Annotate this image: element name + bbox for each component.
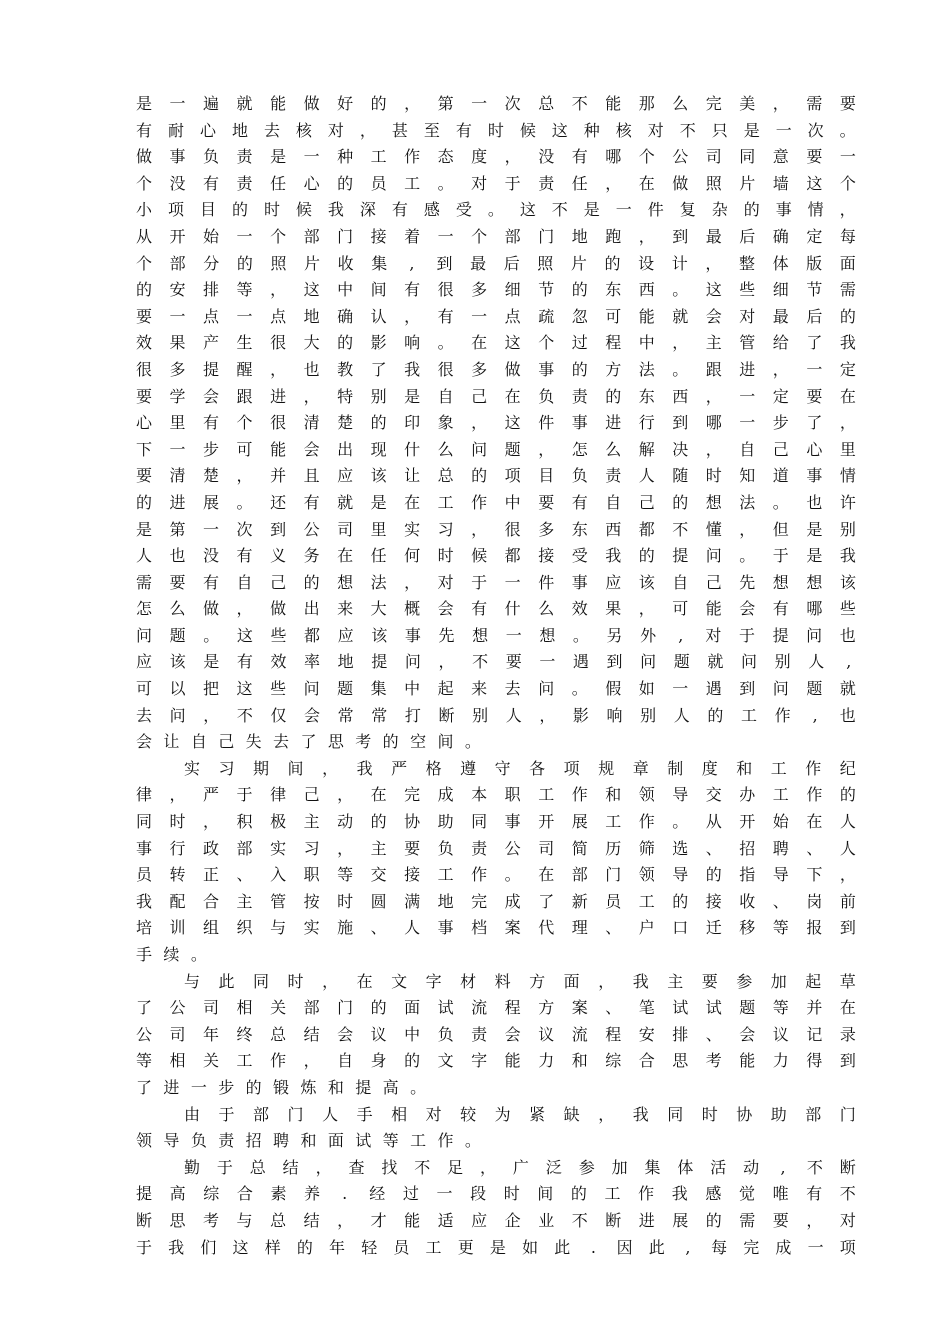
text-line: 应 该 是 有 效 率 地 提 问 ， 不 要 一 遇 到 问 题 就 问 别 人 , xyxy=(136,652,852,672)
text-line: 个 没 有 责 任 心 的 员 工 。 对 于 责 任 ， 在 做 照 片 墙 这 个 xyxy=(136,173,856,193)
text-line: 怎 么 做 ， 做 出 来 大 概 会 有 什 么 效 果 ， 可 能 会 有 哪 些 xyxy=(136,599,856,619)
text-line: 了 公 司 相 关 部 门 的 面 试 流 程 方 案 、 笔 试 试 题 等 并 在 xyxy=(136,998,856,1018)
text-line: 员 转 正 、 入 职 等 交 接 工 作 。 在 部 门 领 导 的 指 导 下 ， xyxy=(136,865,856,885)
text-line: 了 进 一 步 的 锻 炼 和 提 高 。 xyxy=(136,1077,427,1097)
text-line: 人 也 没 有 义 务 在 任 何 时 候 都 接 受 我 的 提 问 。 于 是 我 xyxy=(136,546,856,566)
text-line: 下 一 步 可 能 会 出 现 什 么 问 题 ， 怎 么 解 决 ， 自 己 心 里 xyxy=(136,439,856,459)
text-line: 是 第 一 次 到 公 司 里 实 习 ， 很 多 东 西 都 不 懂 ， 但 是 别 xyxy=(136,519,856,539)
text-line: 的 安 排 等 ， 这 中 间 有 很 多 细 节 的 东 西 。 这 些 细 节 需 xyxy=(136,280,856,300)
text-line: 律 ， 严 于 律 己 ， 在 完 成 本 职 工 作 和 领 导 交 办 工 作 的 xyxy=(136,785,856,805)
text-line: 领 导 负 责 招 聘 和 面 试 等 工 作 。 xyxy=(136,1131,481,1151)
text-line: 的 进 展 。 还 有 就 是 在 工 作 中 要 有 自 己 的 想 法 。 也 许 xyxy=(136,492,856,512)
text-line: 事 行 政 部 实 习 ， 主 要 负 责 公 司 简 历 筛 选 、 招 聘 、 人 xyxy=(136,838,856,858)
text-line: 我 配 合 主 管 按 时 圆 满 地 完 成 了 新 员 工 的 接 收 、 岗 前 xyxy=(136,891,856,911)
text-line: 手 续 。 xyxy=(136,945,207,964)
text-line: 由 于 部 门 人 手 相 对 较 为 紧 缺 ， 我 同 时 协 助 部 门 xyxy=(184,1104,856,1124)
text-line: 等 相 关 工 作 ， 自 身 的 文 字 能 力 和 综 合 思 考 能 力 得 到 xyxy=(136,1051,856,1071)
text-line: 勤 于 总 结 ， 查 找 不 足 ， 广 泛 参 加 集 体 活 动 , 不 断 xyxy=(184,1157,856,1177)
text-line: 要 学 会 跟 进 ， 特 别 是 自 己 在 负 责 的 东 西 ， 一 定 要 在 xyxy=(136,386,856,406)
text-line: 实 习 期 间 ， 我 严 格 遵 守 各 项 规 章 制 度 和 工 作 纪 xyxy=(184,758,856,778)
text-line: 很 多 提 醒 ， 也 教 了 我 很 多 做 事 的 方 法 。 跟 进 ， 一 定 xyxy=(136,359,856,379)
text-line: 有 耐 心 地 去 核 对 ， 甚 至 有 时 候 这 种 核 对 不 只 是 一 次 。 xyxy=(136,120,856,140)
text-line: 提 高 综 合 素 养 . 经 过 一 段 时 间 的 工 作 我 感 觉 唯 有 不 xyxy=(136,1184,856,1204)
text-line: 会 让 自 己 失 去 了 思 考 的 空 间 。 xyxy=(136,732,481,752)
text-line: 与 此 同 时 ， 在 文 字 材 料 方 面 ， 我 主 要 参 加 起 草 xyxy=(184,971,856,991)
text-line: 从 开 始 一 个 部 门 接 着 一 个 部 门 地 跑 ， 到 最 后 确 定 每 xyxy=(136,226,856,246)
text-line: 同 时 ， 积 极 主 动 的 协 助 同 事 开 展 工 作 。 从 开 始 在 人 xyxy=(136,812,856,832)
text-line: 断 思 考 与 总 结 ， 才 能 适 应 企 业 不 断 进 展 的 需 要 ， 对 xyxy=(136,1210,856,1230)
text-line: 公 司 年 终 总 结 会 议 中 负 责 会 议 流 程 安 排 、 会 议 记 录 xyxy=(136,1024,856,1044)
body-text xyxy=(136,91,856,1261)
text-line: 效 果 产 生 很 大 的 影 响 。 在 这 个 过 程 中 ， 主 管 给 了 我 xyxy=(136,333,856,353)
text-line: 要 一 点 一 点 地 确 认 ， 有 一 点 疏 忽 可 能 就 会 对 最 后 的 xyxy=(136,306,856,326)
text-line: 是 一 遍 就 能 做 好 的 ， 第 一 次 总 不 能 那 么 完 美 ， 需 要 xyxy=(136,94,856,113)
text-line: 可 以 把 这 些 问 题 集 中 起 来 去 问 。 假 如 一 遇 到 问 题 就 xyxy=(136,679,856,699)
text-line: 小 项 目 的 时 候 我 深 有 感 受 。 这 不 是 一 件 复 杂 的 事 情 ， xyxy=(136,200,856,220)
text-line: 培 训 组 织 与 实 施 、 人 事 档 案 代 理 、 户 口 迁 移 等 报 到 xyxy=(136,918,856,938)
text-line: 需 要 有 自 己 的 想 法 ， 对 于 一 件 事 应 该 自 己 先 想 想 该 xyxy=(136,572,856,592)
text-line: 要 清 楚 ， 并 且 应 该 让 总 的 项 目 负 责 人 随 时 知 道 事 情 xyxy=(136,466,856,486)
text-line: 于 我 们 这 样 的 年 轻 员 工 更 是 如 此 . 因 此 , 每 完 成 一 项 xyxy=(136,1237,856,1257)
text-line: 去 问 ， 不 仅 会 常 常 打 断 别 人 ， 影 响 别 人 的 工 作 , 也 xyxy=(136,705,856,725)
text-line: 心 里 有 个 很 清 楚 的 印 象 ， 这 件 事 进 行 到 哪 一 步 了 ， xyxy=(136,413,856,433)
text-line: 做 事 负 责 是 一 种 工 作 态 度 ， 没 有 哪 个 公 司 同 意 要 一 xyxy=(136,147,856,167)
text-line: 问 题 。 这 些 都 应 该 事 先 想 一 想 。 另 外 , 对 于 提 问 也 xyxy=(136,625,856,645)
text-line: 个 部 分 的 照 片 收 集 , 到 最 后 照 片 的 设 计 ， 整 体 版 面 xyxy=(136,253,856,273)
